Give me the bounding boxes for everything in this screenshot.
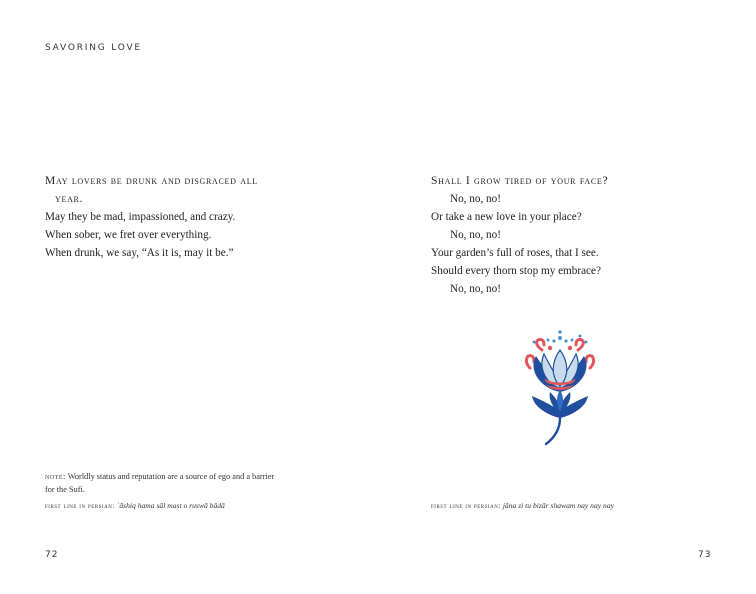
poem-line: Shall I grow tired of your face? <box>431 174 609 187</box>
first-line-label: first line in persian: <box>431 501 501 510</box>
running-head: SAVORING LOVE <box>45 43 142 53</box>
poem-line: year. <box>55 192 84 205</box>
page-number: 72 <box>45 550 59 560</box>
first-line-text: jāna zi tu bizār shawam nay nay nay <box>500 501 614 510</box>
first-line-persian <box>431 501 614 510</box>
first-line-label: first line in persian: <box>45 501 115 510</box>
poem-right <box>431 172 608 298</box>
lotus-flower-ornament <box>520 326 600 450</box>
poem-line: When drunk, we say, “As it is, may it be.” <box>45 247 234 259</box>
first-line-text: ʿāshiq hama sāl mast o ruswā bādā <box>114 501 225 510</box>
first-line-persian <box>45 501 225 510</box>
poem-line: May lovers be drunk and disgraced all <box>45 174 258 187</box>
note-label: note: <box>45 472 66 481</box>
poem-line: Or take a new love in your place? <box>431 211 582 223</box>
poem-refrain: No, no, no! <box>450 193 501 205</box>
poem-line: Should every thorn stop my embrace? <box>431 265 601 277</box>
page-number: 73 <box>698 550 712 560</box>
right-page <box>378 0 756 594</box>
note-text: Worldly status and reputation are a source of ego and a barrier for the Sufi. <box>45 472 275 494</box>
poem-left <box>45 172 258 262</box>
poem-refrain: No, no, no! <box>450 283 501 295</box>
poem-line: Your garden’s full of roses, that I see. <box>431 247 599 259</box>
poem-line: When sober, we fret over everything. <box>45 229 212 241</box>
poem-refrain: No, no, no! <box>450 229 501 241</box>
poem-line: May they be mad, impassioned, and crazy. <box>45 211 236 223</box>
footnote <box>45 471 285 496</box>
